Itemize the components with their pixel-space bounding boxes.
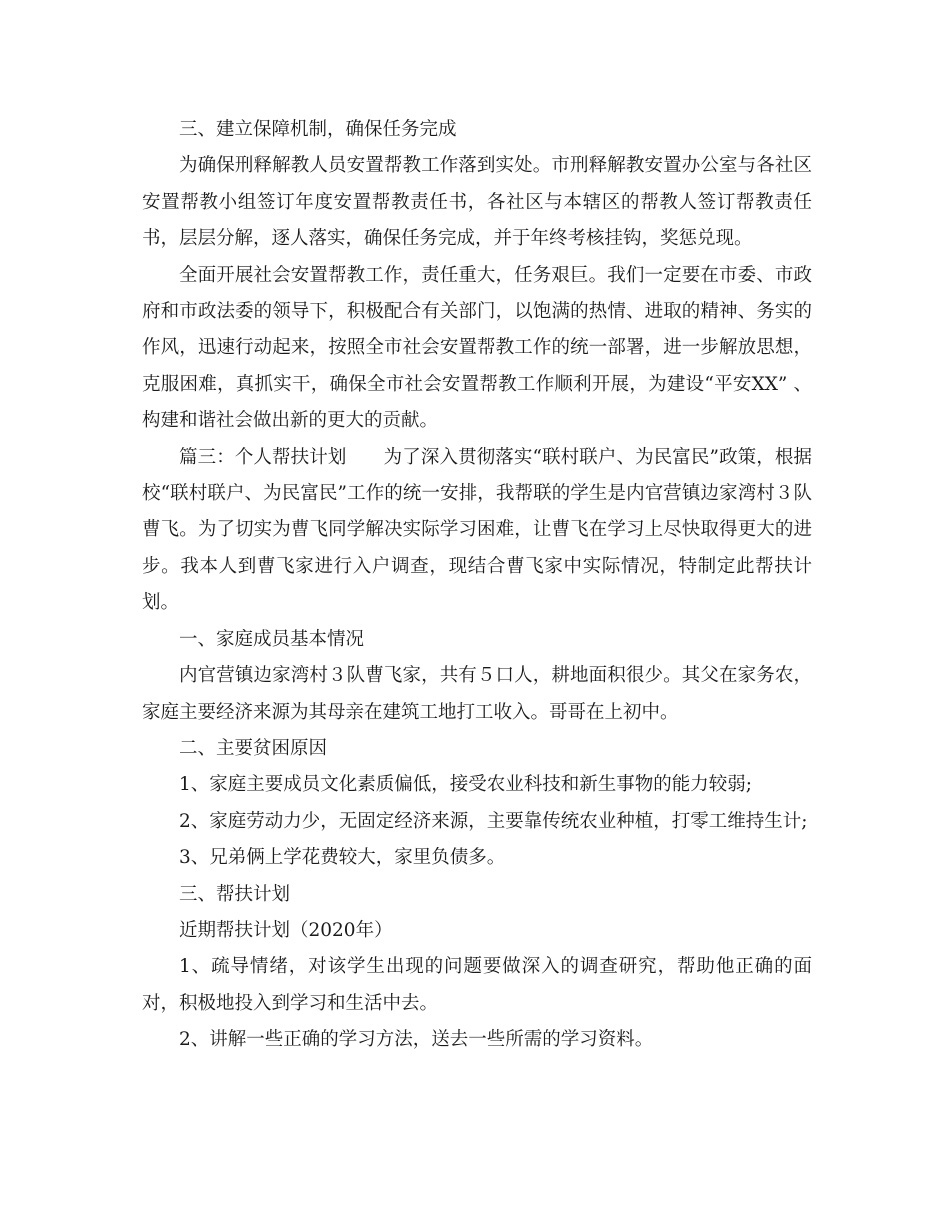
list-item: 1、家庭主要成员文化素质偏低，接受农业科技和新生事物的能力较弱; — [179, 774, 753, 796]
list-item: 3、兄弟俩上学花费较大，家里负债多。 — [179, 847, 506, 869]
document-body — [142, 112, 812, 1059]
paragraph: 全面开展社会安置帮教工作，责任重大，任务艰巨。我们一定要在市委、市政府和市政法委的领导下，积极配合有关部门，以饱满的热情、进取的精神、务实的作风，迅速行动起来，按照全市社会安置帮教工作的统一部署，进一步解放思想，克服困难，真抓实干，确保全市社会安置帮教工作顺利开展，为建设“平安XX” 、构建和谐社会做出新的更大的贡献。 — [142, 264, 812, 432]
section-heading: 三、帮扶计划 — [179, 883, 291, 905]
list-item: 2、家庭劳动力少，无固定经济来源，主要靠传统农业种植，打零工维持生计; — [179, 810, 808, 832]
list-item: 2、讲解一些正确的学习方法，送去一些所需的学习资料。 — [179, 1029, 654, 1051]
subsection-heading: 近期帮扶计划（2020年） — [179, 919, 393, 941]
section-heading: 二、主要贫困原因 — [179, 737, 328, 759]
section-heading: 三、建立保障机制，确保任务完成 — [179, 119, 457, 140]
paragraph: 为确保刑释解教人员安置帮教工作落到实处。市刑释解教安置办公室与各社区安置帮教小组签订年度安置帮教责任书，各社区与本辖区的帮教人签订帮教责任书，层层分解，逐人落实，确保任务完成，并于年终考核挂钩，奖惩兑现。 — [142, 155, 812, 250]
list-item: 1、疏导情绪，对该学生出现的问题要做深入的调查研究，帮助他正确的面对，积极地投入到学习和生活中去。 — [142, 956, 812, 1014]
paragraph: 内官营镇边家湾村３队曹飞家，共有５口人，耕地面积很少。其父在家务农，家庭主要经济来源为其母亲在建筑工地打工收入。哥哥在上初中。 — [142, 665, 812, 723]
paragraph: 篇三：个人帮扶计划 为了深入贯彻落实“联村联户、为民富民”政策，根据校“联村联户、为民富民”工作的统一安排，我帮联的学生是内官营镇边家湾村３队曹飞。为了切实为曹飞同学解决实际学习困难，让曹飞在学习上尽快取得更大的进步。我本人到曹飞家进行入户调查，现结合曹飞家中实际情况，特制定此帮扶计划。 — [142, 446, 812, 614]
section-heading: 一、家庭成员基本情况 — [179, 628, 365, 650]
